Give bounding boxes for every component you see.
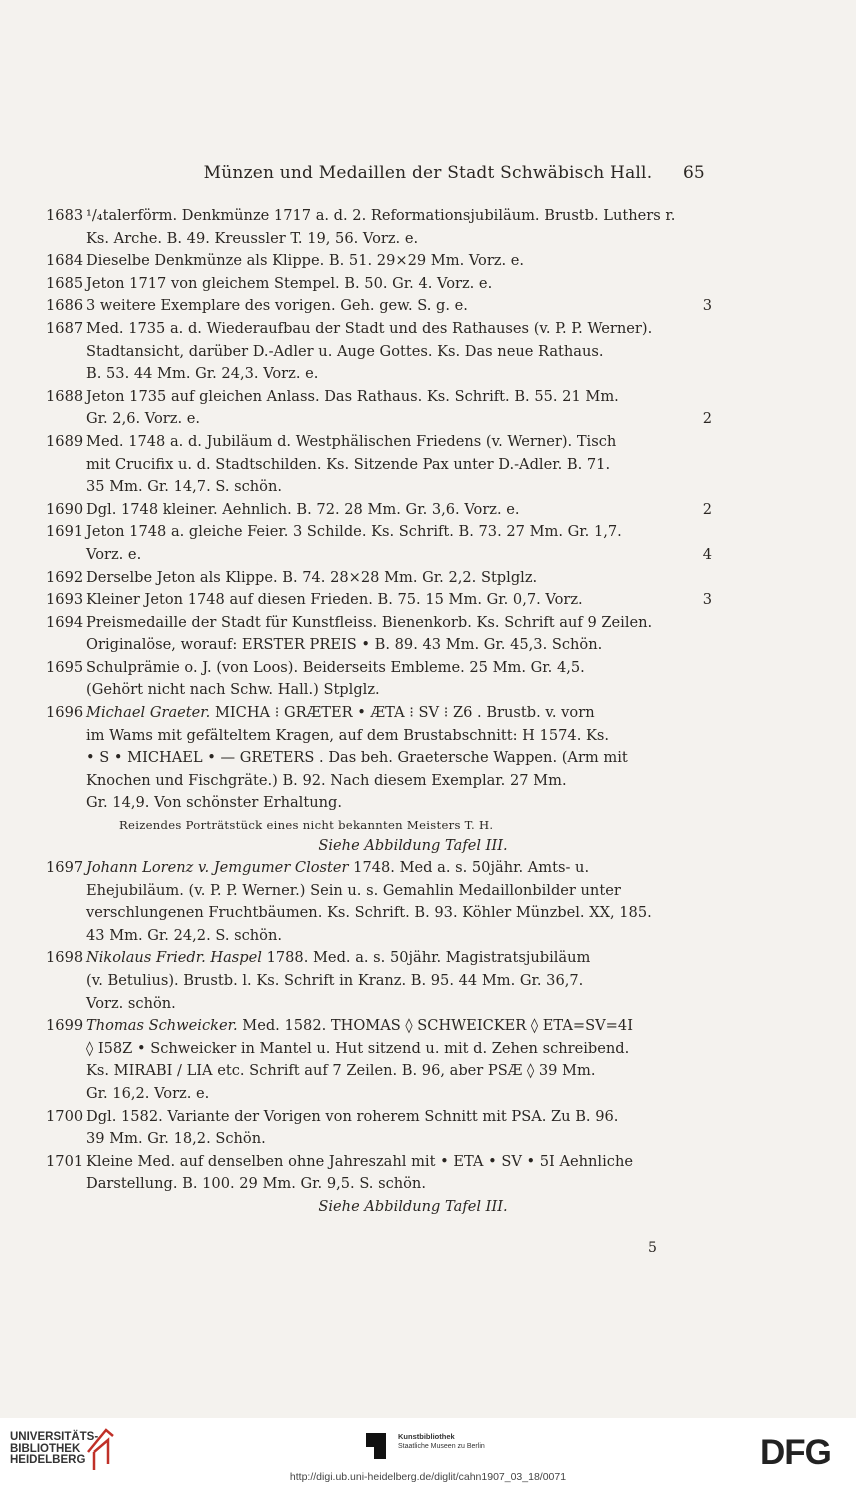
entry-text-line (86, 925, 712, 948)
page-number: 65 (683, 163, 705, 183)
entry-line-content (86, 207, 675, 224)
entry-line-content (86, 749, 628, 766)
entry-line-content (86, 727, 609, 744)
catalog-entry (46, 702, 712, 857)
entry-line-content (86, 772, 567, 789)
entry-price: 2 (702, 410, 712, 428)
entry-line-text: Gr. 2,6. Vorz. e. (86, 410, 200, 428)
entry-person-name: Thomas Schweicker. (86, 1017, 238, 1035)
entry-line-text: 35 Mm. Gr. 14,7. S. schön. (86, 478, 282, 496)
entry-line-text: Jeton 1717 von gleichem Stempel. B. 50. Gr. 4. Vorz. e. (86, 274, 493, 292)
entry-number: 1692 (46, 568, 84, 586)
entry-line-content (86, 859, 589, 876)
entry-number: 1690 (46, 500, 84, 518)
university-line-3: HEIDELBERG (10, 1454, 86, 1466)
entry-line-text: Ks. Arche. B. 49. Kreussler T. 19, 56. Vorz. e. (86, 229, 419, 247)
entry-text-line (86, 386, 712, 409)
entry-text-line (86, 993, 712, 1016)
catalog-entry (46, 499, 712, 522)
entry-line-text: Ehejubiläum. (v. P. P. Werner.) Sein u. s. Gemahlin Medaillonbilder unter (86, 881, 621, 899)
catalog-entry (46, 947, 712, 1015)
entry-line-text: Knochen und Fischgräte.) B. 92. Nach diesem Exemplar. 27 Mm. (86, 771, 567, 789)
entry-line-text: Dgl. 1582. Variante der Vorigen von roherem Schnitt mit PSA. Zu B. 96. (86, 1107, 619, 1125)
entry-price: 3 (702, 591, 712, 609)
plate-reference: Siehe Abbildung Tafel III. (318, 837, 508, 855)
entry-line-text: Med. 1582. THOMAS ◊ SCHWEICKER ◊ ETA=SV=4I (237, 1017, 633, 1035)
university-line-2: BIBLIOTHEK (10, 1442, 81, 1455)
entry-number: 1688 (46, 387, 84, 405)
entry-text-line (86, 747, 712, 770)
dfg-logo: DFG (760, 1433, 831, 1472)
entry-line-content (86, 499, 520, 522)
entry-line-content (86, 1153, 633, 1170)
entry-note: Reizendes Porträtstück eines nicht bekannten Meisters T. H. (119, 818, 494, 833)
entry-text-line (86, 657, 712, 680)
entry-line-content (86, 295, 468, 318)
plate-reference: Siehe Abbildung Tafel III. (318, 1197, 508, 1215)
entry-text-line (86, 454, 712, 477)
entry-text-line (86, 792, 712, 815)
catalog-entry (46, 612, 712, 657)
kunstbibliothek-logo-icon (366, 1433, 390, 1461)
entry-number: 1693 (46, 591, 84, 609)
entry-text-line (86, 521, 712, 544)
entry-line-text: Preismedaille der Stadt für Kunstfleiss. Bienenkorb. Ks. Schrift auf 9 Zeilen. (86, 613, 653, 631)
printer-signature: 5 (648, 1240, 657, 1256)
entry-text-line (86, 947, 712, 970)
entry-number: 1700 (46, 1107, 84, 1125)
entry-text-line (86, 205, 712, 228)
entry-line-content (86, 365, 318, 382)
catalog-entry (46, 657, 712, 702)
entry-line-content (86, 408, 200, 431)
entry-line-content (86, 659, 585, 676)
catalog-entry (46, 273, 712, 296)
entry-line-content (86, 523, 622, 540)
entry-line-content (86, 927, 282, 944)
entry-line-content (86, 343, 604, 360)
entry-line-text: (Gehört nicht nach Schw. Hall.) Stplglz. (86, 681, 380, 699)
entry-line-content (86, 252, 524, 269)
entry-line-content (86, 681, 380, 698)
entry-text-line (86, 880, 712, 903)
digitization-footer (0, 1418, 856, 1485)
entry-text-line (86, 1015, 712, 1038)
entry-line-text: 1748. Med a. s. 50jähr. Amts- u. (348, 859, 590, 877)
entry-line-text: Stadtansicht, darüber D.-Adler u. Auge Gottes. Ks. Das neue Rathaus. (86, 342, 604, 360)
entry-line-text: 39 Mm. Gr. 18,2. Schön. (86, 1130, 266, 1148)
entry-text-line (86, 499, 712, 522)
catalog-entry (46, 857, 712, 947)
entry-line-text: Originalöse, worauf: ERSTER PREIS • B. 89. 43 Mm. Gr. 45,3. Schön. (86, 636, 603, 654)
entry-line-content (86, 569, 537, 586)
entry-text-line (86, 725, 712, 748)
entry-number: 1694 (46, 613, 84, 631)
entry-line-content (86, 1040, 629, 1057)
university-line-1: UNIVERSITÄTS- (10, 1431, 99, 1443)
entry-line-content (86, 794, 342, 811)
entry-line-text: Vorz. e. (86, 545, 142, 563)
entry-line-text: Gr. 14,9. Von schönster Erhaltung. (86, 794, 342, 812)
catalog-entry (46, 318, 712, 386)
catalog-entry (46, 589, 712, 612)
entry-text-line (86, 702, 712, 725)
catalog-entry (46, 521, 712, 566)
entry-text-line (86, 634, 712, 657)
entry-text-line (86, 679, 712, 702)
entry-line-content (86, 275, 492, 292)
entry-line-text: Dieselbe Denkmünze als Klippe. B. 51. 29×29 Mm. Vorz. e. (86, 252, 525, 270)
catalog-entry (46, 295, 712, 318)
entry-number: 1689 (46, 432, 84, 450)
entry-line-content (86, 544, 141, 567)
entry-text-line (86, 970, 712, 993)
entry-line-content (86, 388, 619, 405)
entry-line-content (86, 1108, 618, 1125)
entry-number: 1699 (46, 1017, 84, 1035)
entry-line-content (86, 636, 602, 653)
entry-number: 1683 (46, 207, 84, 224)
entry-line-content (86, 456, 610, 473)
entry-text-line (86, 770, 712, 793)
entry-line-content (86, 1017, 633, 1034)
entry-number: 1701 (46, 1152, 84, 1170)
entry-text-line (86, 544, 712, 567)
entry-text-line (86, 1151, 712, 1174)
running-title: Münzen und Medaillen der Stadt Schwäbisch Hall. (203, 163, 653, 183)
entry-line-content (86, 1085, 209, 1102)
university-library-name (10, 1432, 98, 1467)
entry-person-name: Michael Graeter. (86, 704, 211, 722)
entry-text-line (86, 431, 712, 454)
entry-line-content (86, 614, 652, 631)
entry-text-line (86, 341, 712, 364)
entry-number: 1687 (46, 319, 84, 337)
entry-line-content (86, 995, 176, 1012)
entry-line-content (86, 1130, 266, 1147)
entry-line-text: Derselbe Jeton als Klippe. B. 74. 28×28 Mm. Gr. 2,2. Stplglz. (86, 568, 538, 586)
entry-line-text: ◊ I58Z • Schweicker in Mantel u. Hut sitzend u. mit d. Zehen schreibend. (86, 1039, 630, 1057)
entry-line-content (86, 1175, 426, 1192)
entry-line-text: Dgl. 1748 kleiner. Aehnlich. B. 72. 28 Mm. Gr. 3,6. Vorz. e. (86, 500, 520, 518)
entry-text-line (86, 295, 712, 318)
entry-line-text: im Wams mit gefälteltem Kragen, auf dem Brustabschnitt: H 1574. Ks. (86, 726, 610, 744)
entry-line-content (86, 320, 652, 337)
entry-line-text: MICHA ⁝ GRÆTER • ÆTA ⁝ SV ⁝ Z6 . Brustb. v. vorn (210, 704, 595, 722)
entry-line-content (86, 904, 652, 921)
entry-line-text: Med. 1748 a. d. Jubiläum d. Westphälischen Friedens (v. Werner). Tisch (86, 432, 617, 450)
entry-line-text: B. 53. 44 Mm. Gr. 24,3. Vorz. e. (86, 365, 319, 383)
entry-line-text: Kleiner Jeton 1748 auf diesen Frieden. B. 75. 15 Mm. Gr. 0,7. Vorz. (86, 591, 583, 609)
entry-line-text: Schulprämie o. J. (von Loos). Beiderseits Embleme. 25 Mm. Gr. 4,5. (86, 658, 585, 676)
entry-text-line (86, 228, 712, 251)
source-url-link[interactable]: http://digi.ub.uni-heidelberg.de/diglit/cahn1907_03_18/0071 (289, 1471, 567, 1483)
entry-number: 1684 (46, 252, 84, 270)
entry-text-line (86, 273, 712, 296)
entry-line-content (86, 704, 595, 721)
catalog-entry (46, 386, 712, 431)
entry-number: 1696 (46, 704, 84, 722)
university-logo-icon (86, 1426, 116, 1472)
entry-text-line (86, 1060, 712, 1083)
entry-text-line (86, 1173, 712, 1196)
catalog-entry (46, 567, 712, 590)
entry-text-line (86, 1038, 712, 1061)
entry-text-line (86, 857, 712, 880)
catalog-entry (46, 1106, 712, 1151)
entry-text-line (86, 1106, 712, 1129)
entry-text-line (86, 250, 712, 273)
museen-label: Staatliche Museen zu Berlin (398, 1443, 485, 1450)
entry-line-text: Vorz. schön. (86, 994, 176, 1012)
entry-number: 1698 (46, 949, 84, 967)
entry-text-line (86, 902, 712, 925)
entry-text-line (86, 476, 712, 499)
entry-line-content (86, 589, 583, 612)
catalog-entry (46, 1151, 712, 1218)
entry-number: 1686 (46, 297, 84, 315)
entry-line-text: 43 Mm. Gr. 24,2. S. schön. (86, 926, 282, 944)
entry-line-text: • S • MICHAEL • — GRETERS . Das beh. Graetersche Wappen. (Arm mit (86, 749, 628, 767)
entry-price: 4 (702, 545, 712, 563)
entry-person-name: Nikolaus Friedr. Haspel (86, 949, 262, 967)
entry-line-text: mit Crucifix u. d. Stadtschilden. Ks. Sitzende Pax unter D.-Adler. B. 71. (86, 455, 611, 473)
kunstbibliothek-label: Kunstbibliothek (398, 1432, 455, 1441)
entry-text-line (86, 612, 712, 635)
catalog-entry (46, 205, 712, 250)
entry-line-content (86, 882, 621, 899)
entry-line-content (86, 1062, 595, 1079)
entry-line-text: Ks. MIRABI / LIA etc. Schrift auf 7 Zeilen. B. 96, aber PSÆ ◊ 39 Mm. (86, 1062, 596, 1080)
entry-number: 1697 (46, 859, 84, 877)
kunstbibliothek-name (398, 1432, 485, 1451)
entry-line-text: Gr. 16,2. Vorz. e. (86, 1084, 210, 1102)
entry-line-content (86, 478, 282, 495)
entry-number: 1695 (46, 658, 84, 676)
entry-line-text: Med. 1735 a. d. Wiederaufbau der Stadt und des Rathauses (v. P. P. Werner). (86, 319, 653, 337)
entry-price: 2 (702, 500, 712, 518)
catalog-entry (46, 1015, 712, 1105)
entry-text-line (86, 589, 712, 612)
entry-line-text: 1788. Med. a. s. 50jähr. Magistratsjubiläum (261, 949, 591, 967)
entry-line-text: 3 weitere Exemplare des vorigen. Geh. gew. S. g. e. (86, 297, 468, 315)
entry-text-line (86, 318, 712, 341)
catalog-entries (46, 205, 712, 1218)
entry-text-line (86, 1128, 712, 1151)
entry-line-text: ¹/₄talerförm. Denkmünze 1717 a. d. 2. Reformationsjubiläum. Brustb. Luthers r. (86, 207, 676, 224)
entry-line-text: (v. Betulius). Brustb. l. Ks. Schrift in Kranz. B. 95. 44 Mm. Gr. 36,7. (86, 972, 584, 989)
entry-line-content (86, 230, 418, 247)
entry-person-name: Johann Lorenz v. Jemgumer Closter (86, 859, 349, 877)
entry-line-text: verschlungenen Fruchtbäumen. Ks. Schrift. B. 93. Köhler Münzbel. XX, 185. (86, 904, 652, 922)
entry-line-text: Kleine Med. auf denselben ohne Jahreszahl mit • ETA • SV • 5I Aehnliche (86, 1152, 633, 1170)
catalog-entry (46, 250, 712, 273)
entry-number: 1685 (46, 274, 84, 292)
entry-line-content (86, 433, 616, 450)
entry-line-text: Jeton 1735 auf gleichen Anlass. Das Rathaus. Ks. Schrift. B. 55. 21 Mm. (86, 387, 619, 405)
entry-line-text: Darstellung. B. 100. 29 Mm. Gr. 9,5. S. schön. (86, 1175, 426, 1193)
catalog-entry (46, 431, 712, 499)
entry-line-content (86, 972, 583, 989)
entry-price: 3 (702, 297, 712, 315)
entry-text-line (86, 567, 712, 590)
entry-text-line (86, 363, 712, 386)
entry-text-line (86, 1083, 712, 1106)
entry-line-content (86, 949, 590, 966)
entry-text-line (86, 408, 712, 431)
entry-number: 1691 (46, 523, 84, 541)
entry-line-text: Jeton 1748 a. gleiche Feier. 3 Schilde. Ks. Schrift. B. 73. 27 Mm. Gr. 1,7. (86, 523, 622, 541)
